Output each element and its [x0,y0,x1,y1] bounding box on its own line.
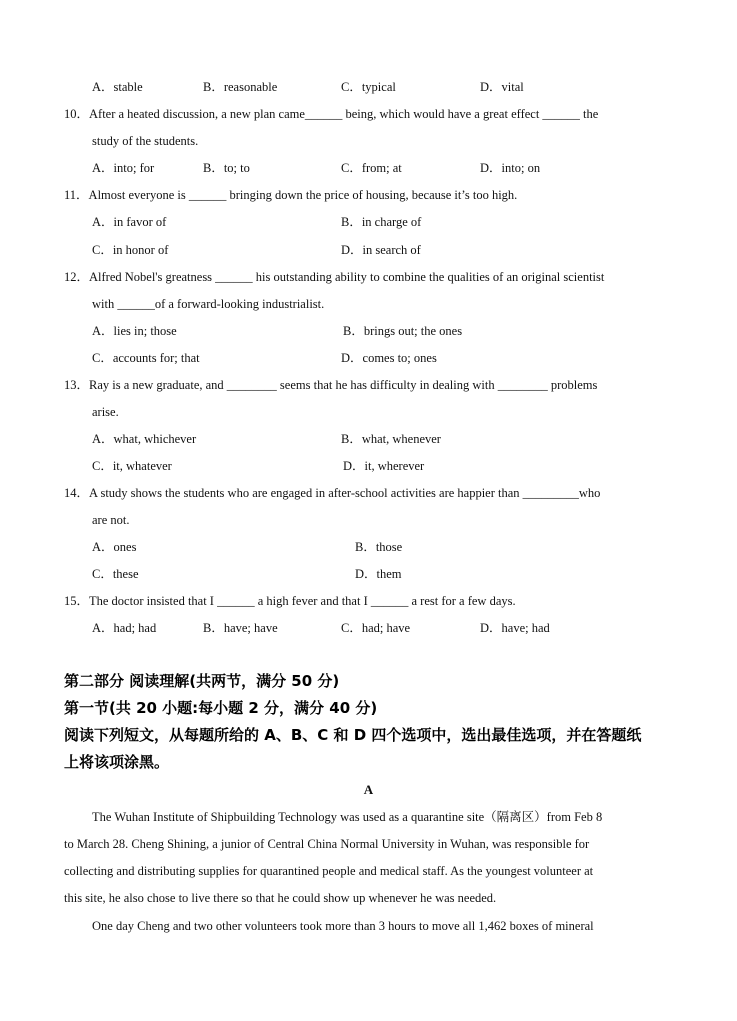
q11-stem: 11．Almost everyone is ______ bringing down the price of housing, because it’s too high. [64,188,518,202]
q15-option-b[interactable]: B．have; have [203,621,278,635]
q12-stem-cont: with ______of a forward-looking industrialist. [92,297,325,311]
passage-label: A [363,782,374,797]
q15-stem: 15．The doctor insisted that I ______ a high fever and that I ______ a rest for a few days. [64,594,516,608]
q12-stem: 12．Alfred Nobel's greatness ______ his outstanding ability to combine the qualities of an original scientist [64,270,605,284]
q14-option-c[interactable]: C．these [92,567,139,581]
q9-option-b[interactable]: B．reasonable [203,80,278,94]
q14-stem: 14．A study shows the students who are engaged in after-school activities are happier than _________who [64,486,601,500]
q15-option-c[interactable]: C．had; have [341,621,411,635]
passage-line-1: The Wuhan Institute of Shipbuilding Technology was used as a quarantine site（隔离区）from Feb 8 [92,810,603,824]
passage-line-4: this site, he also chose to live there so that he could show up whenever he was needed. [64,891,497,905]
q11-option-c[interactable]: C．in honor of [92,243,169,257]
q12-option-b[interactable]: B．brings out; the ones [343,324,463,338]
q14-stem-cont: are not. [92,513,130,527]
q15-option-a[interactable]: A．had; had [92,621,157,635]
q11-option-b[interactable]: B．in charge of [341,215,422,229]
q14-option-d[interactable]: D．them [355,567,402,581]
passage-line-2: to March 28. Cheng Shining, a junior of Central China Normal University in Wuhan, was responsible for [64,837,590,851]
passage-line-5: One day Cheng and two other volunteers took more than 3 hours to move all 1,462 boxes of mineral [92,919,594,933]
q12-option-d[interactable]: D．comes to; ones [341,351,437,365]
q13-option-c[interactable]: C．it, whatever [92,459,172,473]
q13-stem-cont: arise. [92,405,119,419]
q10-stem: 10．After a heated discussion, a new plan came______ being, which would have a great effect ______ the [64,107,599,121]
q10-option-d[interactable]: D．into; on [480,161,541,175]
q9-option-d[interactable]: D．vital [480,80,524,94]
q13-option-a[interactable]: A．what, whichever [92,432,197,446]
passage-line-3: collecting and distributing supplies for quarantined people and medical staff. As the youngest volunteer at [64,864,594,878]
instruction-line-1: 阅读下列短文，从每题所给的 A、B、C 和 D 四个选项中，选出最佳选项，并在答题纸 [64,726,642,744]
q13-stem: 13．Ray is a new graduate, and ________ seems that he has difficulty in dealing with ________ problems [64,378,598,392]
q14-option-a[interactable]: A．ones [92,540,137,554]
q12-option-c[interactable]: C．accounts for; that [92,351,200,365]
q10-option-a[interactable]: A．into; for [92,161,155,175]
q12-option-a[interactable]: A．lies in; those [92,324,177,338]
q9-option-a[interactable]: A．stable [92,80,143,94]
section-title: 第一节(共 20 小题:每小题 2 分，满分 40 分) [64,699,378,717]
instruction-line-2: 上将该项涂黑。 [64,753,170,771]
q13-option-b[interactable]: B．what, whenever [341,432,441,446]
q11-option-a[interactable]: A．in favor of [92,215,167,229]
q10-stem-cont: study of the students. [92,134,199,148]
q15-option-d[interactable]: D．have; had [480,621,550,635]
q10-option-b[interactable]: B．to; to [203,161,250,175]
q9-option-c[interactable]: C．typical [341,80,396,94]
q11-option-d[interactable]: D．in search of [341,243,421,257]
part-title: 第二部分 阅读理解(共两节，满分 50 分) [64,672,340,690]
q14-option-b[interactable]: B．those [355,540,403,554]
q13-option-d[interactable]: D．it, wherever [343,459,425,473]
q10-option-c[interactable]: C．from; at [341,161,402,175]
